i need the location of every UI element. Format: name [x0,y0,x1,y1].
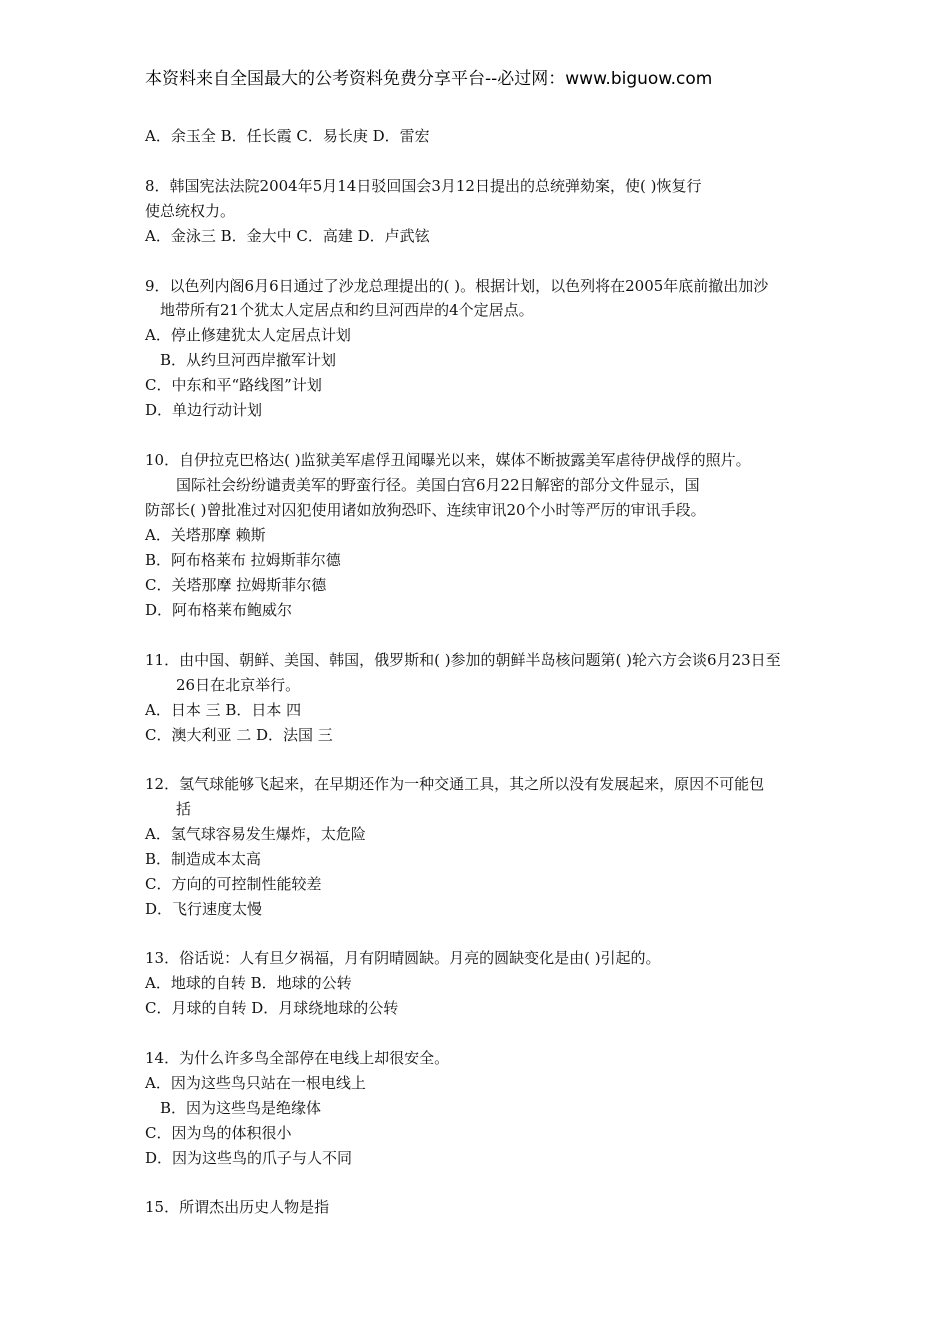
q12-option-c: C．方向的可控制性能较差 [145,875,322,893]
q14-option-b: B．因为这些鸟是绝缘体 [160,1099,322,1117]
q11-question-line1: 11．由中国、朝鲜、美国、韩国，俄罗斯和( )参加的朝鲜半岛核问题第( )轮六方会谈6月23日至 [145,651,781,669]
q11-options-cd: C．澳大利亚 二 D．法国 三 [145,726,333,744]
q12-option-d: D．飞行速度太慢 [145,900,263,918]
q11-question-line2: 26日在北京举行。 [176,676,301,694]
q9-question-line2: 地带所有21个犹太人定居点和约旦河西岸的4个定居点。 [160,301,534,319]
q12-option-a: A．氢气球容易发生爆炸，太危险 [145,825,366,843]
q8-question-line2: 使总统权力。 [145,202,236,220]
q10-option-a: A．关塔那摩 赖斯 [145,526,266,544]
q9-option-c: C．中东和平“路线图”计划 [145,376,322,394]
q12-question-line2: 括 [176,800,192,818]
page-header-source: 本资料来自全国最大的公考资料免费分享平台--必过网：www.biguow.com [145,69,713,89]
q13-question: 13．俗话说：人有旦夕祸福，月有阴晴圆缺。月亮的圆缺变化是由( )引起的。 [145,949,661,967]
q10-option-d: D．阿布格莱布鲍威尔 [145,601,293,619]
q12-question-line1: 12．氢气球能够飞起来，在早期还作为一种交通工具，其之所以没有发展起来，原因不可能包 [145,775,765,793]
q10-question-line3: 防部长( )曾批准过对囚犯使用诸如放狗恐吓、连续审讯20个小时等严厉的审讯手段。 [145,501,706,519]
q14-option-c: C．因为鸟的体积很小 [145,1124,292,1142]
q14-option-a: A．因为这些鸟只站在一根电线上 [145,1074,366,1092]
q10-option-b: B．阿布格莱布 拉姆斯菲尔德 [145,551,341,569]
q13-options-ab: A．地球的自转 B．地球的公转 [145,974,352,992]
q14-option-d: D．因为这些鸟的爪子与人不同 [145,1149,353,1167]
q12-option-b: B．制造成本太高 [145,850,262,868]
q9-option-b: B．从约旦河西岸撤军计划 [160,351,337,369]
q10-option-c: C．关塔那摩 拉姆斯菲尔德 [145,576,327,594]
q9-option-a: A．停止修建犹太人定居点计划 [145,326,351,344]
q10-question-line1: 10．自伊拉克巴格达( )监狱美军虐俘丑闻曝光以来，媒体不断披露美军虐待伊战俘的照片。 [145,451,751,469]
q8-question-line1: 8．韩国宪法法院2004年5月14日驳回国会3月12日提出的总统弹劾案，使( )恢复行 [145,177,702,195]
q9-option-d: D．单边行动计划 [145,401,263,419]
q7-options: A．余玉全 B．任长霞 C．易长庚 D．雷宏 [145,127,430,145]
q15-question: 15．所谓杰出历史人物是指 [145,1198,330,1216]
q8-options: A．金泳三 B．金大中 C．高建 D．卢武铉 [145,227,430,245]
q9-question-line1: 9．以色列内阁6月6日通过了沙龙总理提出的( )。根据计划，以色列将在2005年底前撤出加沙 [145,277,769,295]
q14-question: 14．为什么许多鸟全部停在电线上却很安全。 [145,1049,450,1067]
q10-question-line2: 国际社会纷纷谴责美军的野蛮行径。美国白宫6月22日解密的部分文件显示，国 [176,476,700,494]
q13-options-cd: C．月球的自转 D．月球绕地球的公转 [145,999,399,1017]
q11-options-ab: A．日本 三 B．日本 四 [145,701,302,719]
